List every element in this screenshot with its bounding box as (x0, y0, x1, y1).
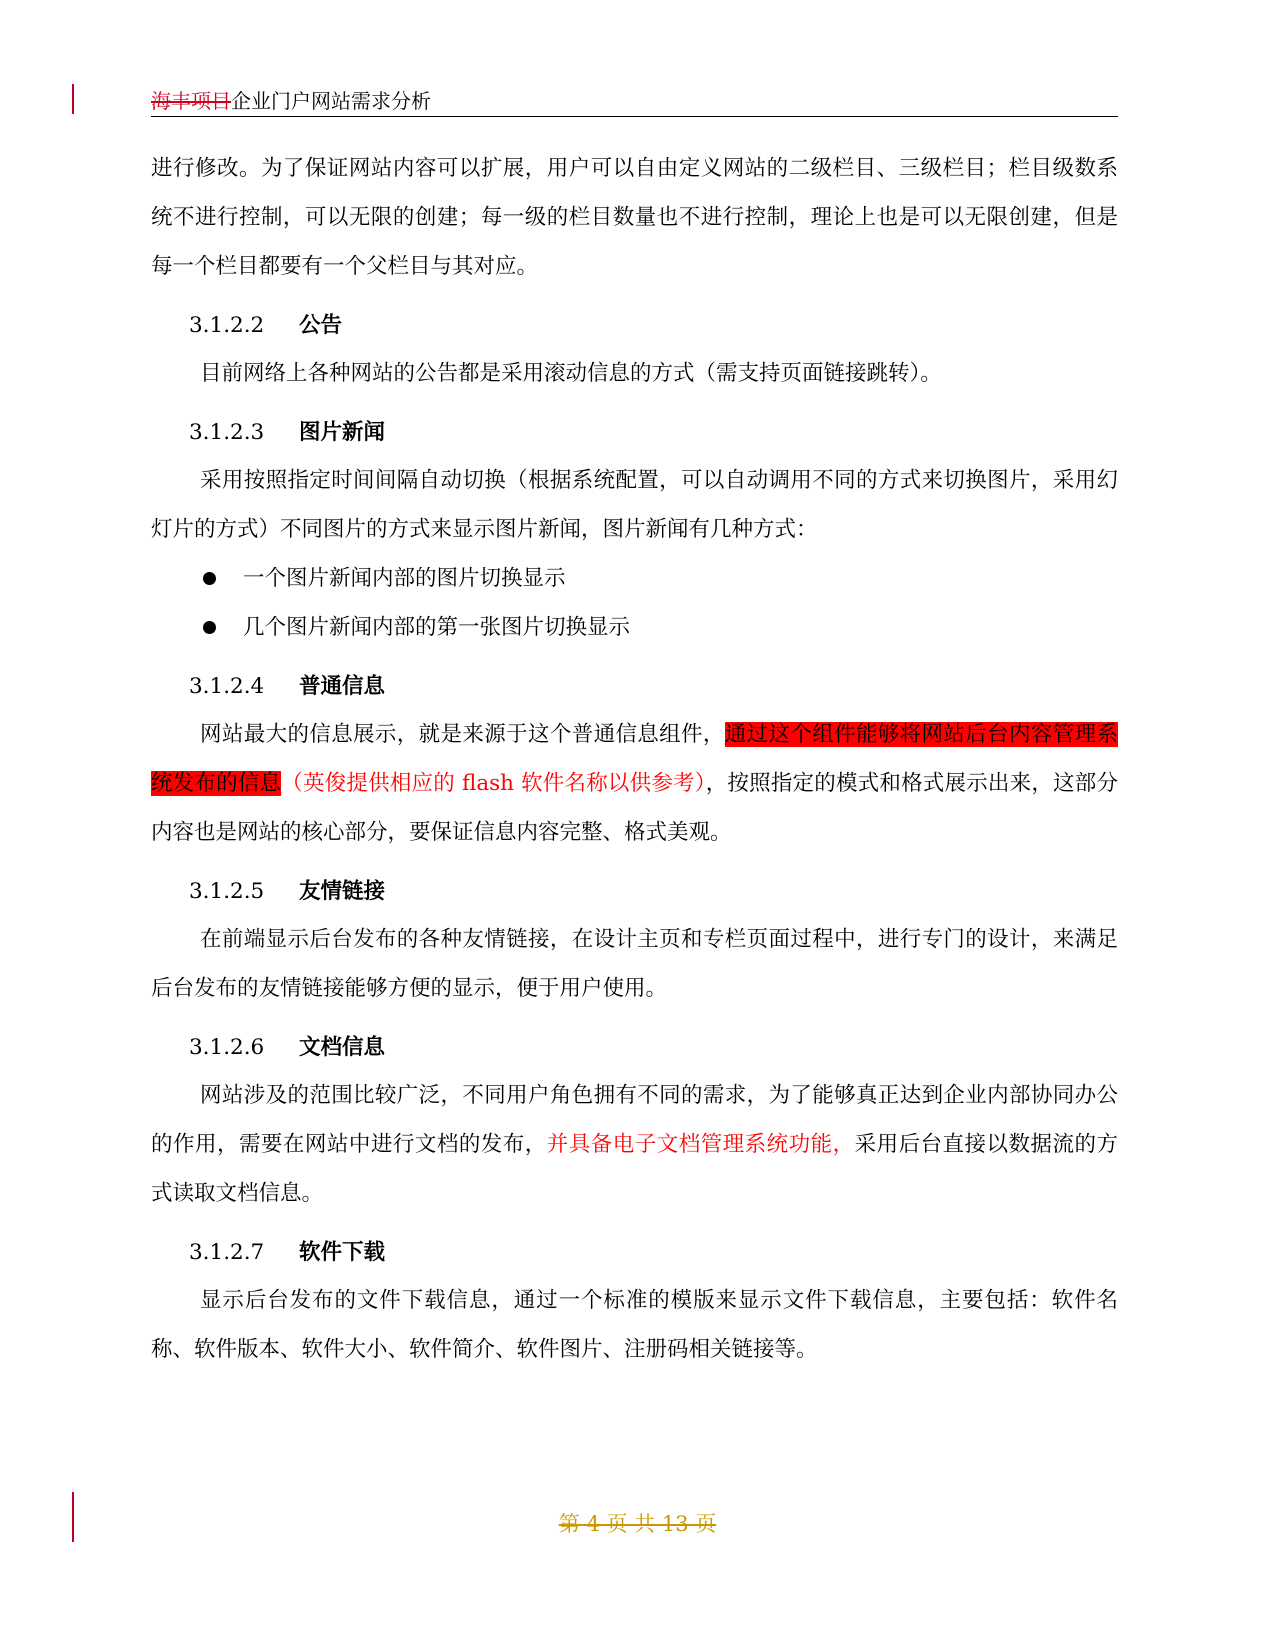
red-note-text: 并具备电子文档管理系统功能， (546, 1132, 855, 1157)
section-number: 3.1.2.5 (189, 879, 265, 904)
text-run: 网站最大的信息展示，就是来源于这个普通信息组件， (200, 722, 725, 747)
section-number: 3.1.2.6 (189, 1035, 265, 1060)
section-number: 3.1.2.7 (189, 1240, 265, 1265)
paragraph-friend-links: 在前端显示后台发布的各种友情链接，在设计主页和专栏页面过程中，进行专门的设计，来满足后台发布的友情链接能够方便的显示，便于用户使用。 (151, 927, 1118, 1001)
section-heading-general-info (151, 664, 1118, 710)
section-title: 公告 (299, 313, 343, 338)
section-title: 文档信息 (299, 1035, 386, 1060)
page-header (151, 88, 1118, 117)
section-heading-announcement (151, 303, 1118, 349)
section-title: 普通信息 (299, 674, 386, 699)
list-item-text: 几个图片新闻内部的第一张图片切换显示 (243, 615, 631, 640)
paragraph-software-download: 显示后台发布的文件下载信息，通过一个标准的模版来显示文件下载信息，主要包括：软件名称、软件版本、软件大小、软件简介、软件图片、注册码相关链接等。 (151, 1288, 1118, 1362)
section-heading-documents (151, 1025, 1118, 1071)
header-deleted-text: 海丰项目 (151, 89, 231, 113)
header-title: 企业门户网站需求分析 (231, 89, 431, 113)
bullet-icon (203, 572, 216, 585)
paragraph-general-info (151, 710, 1118, 857)
list-item-text: 一个图片新闻内部的图片切换显示 (243, 566, 566, 591)
section-title: 图片新闻 (299, 420, 386, 445)
section-heading-software-download (151, 1230, 1118, 1276)
section-number: 3.1.2.2 (189, 313, 265, 338)
paragraph-continuation: 进行修改。为了保证网站内容可以扩展，用户可以自由定义网站的二级栏目、三级栏目；栏目级数系统不进行控制，可以无限的创建；每一级的栏目数量也不进行控制，理论上也是可以无限创建，但是每一个栏目都要有一个父栏目与其对应。 (151, 156, 1118, 279)
section-title: 软件下载 (299, 1240, 386, 1265)
paragraph-image-news: 采用按照指定时间间隔自动切换（根据系统配置，可以自动调用不同的方式来切换图片，采用幻灯片的方式）不同图片的方式来显示图片新闻，图片新闻有几种方式： (151, 468, 1118, 542)
paragraph-documents (151, 1071, 1118, 1218)
text-run: 采用后台直接以数据流的方式读取文档信息。 (151, 1132, 1118, 1206)
section-heading-image-news (151, 410, 1118, 456)
highlighted-text: 通过这个组件能够将网站后台内容管理系统发布的信息 (151, 722, 1118, 796)
text-run: 网站涉及的范围比较广泛，不同用户角色拥有不同的需求，为了能够真正达到企业内部协同办公的作用，需要在网站中进行文档的发布， (151, 1083, 1118, 1157)
list-item (151, 554, 1118, 603)
paragraph-announcement: 目前网络上各种网站的公告都是采用滚动信息的方式（需支持页面链接跳转）。 (200, 361, 942, 386)
list-item (151, 603, 1118, 652)
section-heading-friend-links (151, 869, 1118, 915)
section-number: 3.1.2.3 (189, 420, 265, 445)
page-footer: 第 4 页 共 13 页 (558, 1512, 717, 1536)
red-note-text: （英俊提供相应的 flash 软件名称以供参考） (281, 771, 706, 796)
section-number: 3.1.2.4 (189, 674, 265, 699)
section-title: 友情链接 (299, 879, 386, 904)
bullet-icon (203, 621, 216, 634)
change-bar-top (72, 84, 74, 114)
document-body (151, 144, 1118, 1374)
text-run: ，按照指定的模式和格式展示出来，这部分内容也是网站的核心部分，要保证信息内容完整、格式美观。 (151, 771, 1118, 845)
